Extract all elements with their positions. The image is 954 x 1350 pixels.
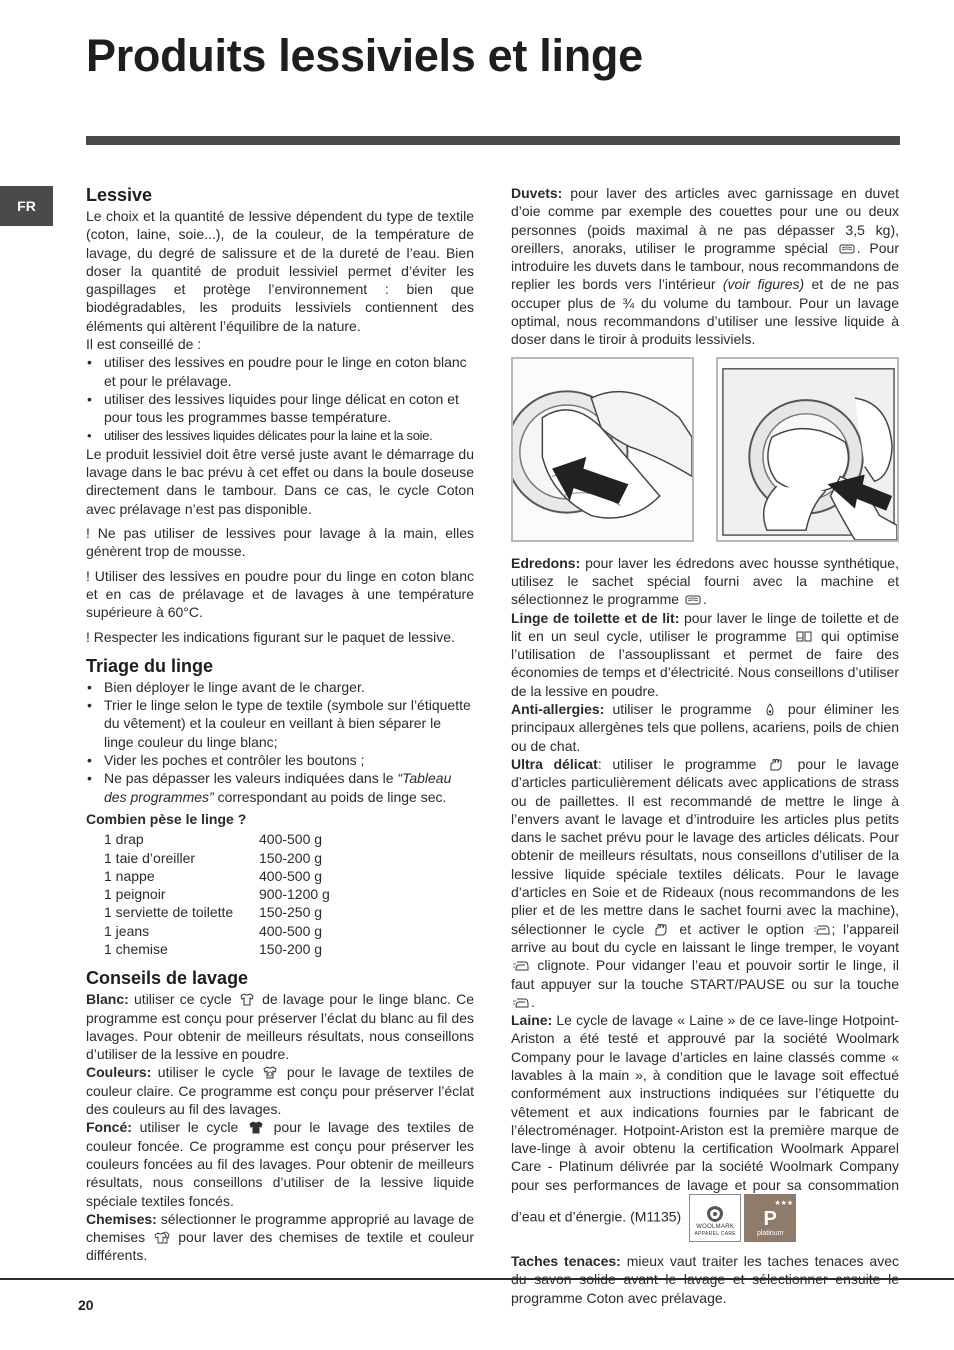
text: .: [531, 993, 535, 1010]
woolmark-line2: APPAREL CARE: [694, 1231, 736, 1238]
lessive-warning-1: ! Ne pas utiliser de lessives pour lavage à la main, elles génèrent trop de mousse.: [86, 525, 474, 560]
weight-item: 1 chemise: [104, 940, 168, 957]
certification-logos: [689, 1194, 796, 1242]
text: : utiliser le programme: [597, 755, 768, 772]
text: et activer le option: [671, 920, 812, 937]
conseil-anti-allergies: [511, 700, 899, 755]
text: (voir figures): [722, 276, 805, 293]
label-blanc: Blanc:: [86, 991, 129, 1008]
footer-rule: [0, 1278, 954, 1280]
conseil-linge: [511, 609, 899, 700]
weight-item: 1 taie d’oreiller: [104, 849, 196, 866]
lessive-advice-lead: Il est conseillé de :: [86, 336, 202, 353]
text: pour laver des chemises de textile et couleur différents.: [86, 1229, 474, 1264]
label-anti-allergies: Anti-allergies:: [511, 701, 605, 718]
duvet-icon: [839, 242, 855, 255]
list-item: • Trier le linge selon le type de textile (symbole sur l’étiquette du vêtement) et la couleur en veillant à bien séparer le linge couleur du linge blanc;: [86, 696, 474, 751]
lessive-intro: Le choix et la quantité de lessive dépendent du type de textile (coton, laine, soie...), de la couleur, de la température de lavage, du degré de salissure et de la dureté de l’eau. Bien doser la quantité de produit lessiviel permet d’éviter les gaspillages et protège l’environnement : bien que biodégradables, les produits lessiviels contiennent des éléments qui altèrent l’équilibre de la nature.: [86, 208, 474, 334]
table-row: [104, 830, 474, 848]
page-title: Produits lessiviels et linge: [86, 30, 643, 81]
text: pour le lavage des textiles de couleur foncée. Ce programme est conçu pour préserver les couleurs foncées au fil des lavages. Pour obtenir de meilleurs résultats, nous conseillons d’utiliser de la lessive liquide spéciale textiles foncés.: [86, 1119, 475, 1209]
label-edredons: Edredons:: [511, 554, 581, 571]
conseil-blanc: [86, 990, 474, 1063]
label-rideaux: Rideaux: [662, 884, 714, 901]
woolmark-icon: [703, 1204, 727, 1224]
text: pour laver les édredons avec housse synthétique, utilisez le sachet spécial fourni avec la machine et sélectionnez le programme: [511, 554, 899, 608]
lessive-warning-3: ! Respecter les indications figurant sur le paquet de lessive.: [86, 628, 455, 645]
white-shirt-icon: [239, 993, 255, 1006]
iron-icon: [513, 996, 529, 1009]
text: Le cycle de lavage « Laine » de ce lave-linge Hotpoint-Ariston a été testé et approuvé par la société Woolmark Company pour le lavage d’articles en laine classés comme « lavables à la main », à condition que le lavage soit effectué conformément aux instructions indiquées sur l’étiquette du vêtement et aux indications fournies par le fabricant de l’électroménager. Hotpoint-Ariston est la première marque de lave-linge à avoir obtenu la certification Woolmark Apparel Care - Platinum délivrée par la société Woolmark Company pour ses performances de lavage et pour sa consommation d’eau et d’énergie. (M1135): [511, 1012, 899, 1225]
text: de lavage pour le linge blanc. Ce programme est conçu pour préserver l’éclat du blanc au fil des lavages. Pour obtenir de meilleurs résultats, nous conseillons d’utiliser de la lessive en poudre.: [86, 991, 474, 1063]
figure-duvet-loading-1: [511, 357, 694, 542]
weight-value: 150-250 g: [259, 904, 323, 921]
text: ; l’appareil arrive au bout du cycle en laissant le linge tremper, le voyant: [511, 920, 899, 955]
weight-value: 900-1200 g: [259, 886, 330, 903]
shirts-icon: [154, 1231, 170, 1244]
weight-value: 150-200 g: [259, 849, 323, 866]
weight-item: 1 nappe: [104, 867, 155, 884]
list-item: • utiliser des lessives liquides pour linge délicat en coton et pour tous les programmes basse température.: [86, 390, 474, 427]
conseil-laine: [511, 1011, 899, 1242]
text: mieux vaut traiter les taches tenaces avec programme Coton avec prélavage.: [511, 1253, 900, 1306]
text: pour le lavage d’articles particulièrement délicats avec applications de strass ou de paillettes. Il est recommandé de mettre le linge à l’envers avant le lavage et d’introduire les articles plus petits dans le sachet prévu pour le lavage des articles délicats. Pour obtenir de meilleurs résultats, nous conseillons d’utiliser de la lessive liquide spéciale textiles délicats. Pour le lavage d’articles en: [511, 755, 899, 901]
text: pour laver le linge de toilette et de lit en un seul cycle, utiliser le programme: [511, 609, 899, 644]
heading-conseils: Conseils de lavage: [86, 968, 249, 989]
duvet-icon: [685, 593, 701, 606]
text: . Pour introduire les duvets dans le tambour, nous recommandons de replier les bords vers l’intérieur: [511, 239, 900, 293]
weight-value: 400-500 g: [259, 867, 323, 884]
figure-duvet-loading-2: [716, 357, 899, 542]
lessive-bullets: [86, 353, 474, 444]
triage-b4-pre: Ne pas dépasser les valeurs indiquées dans le: [104, 770, 398, 787]
delicate-hand-icon: [769, 758, 785, 771]
label-couleurs: Couleurs:: [86, 1064, 152, 1081]
text: pour laver des articles avec garnissage en duvet d’oie comme par exemple des couettes pour une ou deux personnes (poids maximal à ne pas dépasser 3,5 kg), oreillers, anoraks, utiliser le programme spécial: [511, 185, 899, 256]
text: qui optimise l’utilisation de l’assouplissant et permet de faire des économies de temps et d’électricité. Nous conseillons d’utiliser de la lessive en poudre.: [511, 627, 899, 699]
figures: [511, 357, 899, 542]
text: et de ne pas occuper plus de ¾ du volume du tambour. Pour un lavage optimal, nous recommandons d’utiliser une lessive liquide à doser dans le tiroir à produits lessiviels.: [511, 276, 899, 348]
text: (nous recommandons de les plier et de les mettre dans le sachet fourni avec la machine), sélectionner le cycle: [511, 884, 899, 937]
text: sélectionner le programme approprié au lavage de chemises: [86, 1210, 474, 1246]
lessive-para2: Le produit lessiviel doit être versé juste avant le démarrage du lavage dans le bac prévu à cet effet ou dans la boule doseuse directement dans le tambour. Dans ce cas, le cycle Coton avec prélavage n’est pas disponible.: [86, 445, 474, 517]
delicate-hand-icon: [654, 923, 670, 936]
conseil-ultra-delicat: [511, 755, 899, 1011]
text: clignote. Pour vidanger l’eau et pouvoir sortir le linge, il faut appuyer sur la touche START/PAUSE ou sur la touche: [511, 957, 899, 992]
conseil-fonce: [86, 1118, 474, 1209]
table-row: [104, 885, 474, 903]
list-item: • Bien déployer le linge avant de le charger.: [86, 678, 474, 696]
table-row: [104, 867, 474, 885]
list-item: • utiliser des lessives en poudre pour le linge en coton blanc et pour le prélavage.: [86, 353, 474, 390]
text: pour éliminer les principaux allergènes tels que pollens, acariens, poils de chien ou de chat.: [511, 701, 899, 754]
platinum-logo: [744, 1194, 796, 1242]
label-linge: Linge de toilette et de lit:: [511, 609, 680, 626]
table-row: [104, 940, 474, 958]
weight-item: 1 serviette de toilette: [104, 904, 234, 921]
list-item: • utiliser des lessives liquides délicates pour la laine et la soie.: [86, 427, 474, 445]
washing-machine-illustration: [513, 359, 692, 540]
woolmark-line1: WOOLMARK: [696, 1224, 735, 1231]
heading-lessive: Lessive: [86, 185, 153, 205]
conseil-edredons: [511, 554, 899, 609]
left-column: [86, 184, 474, 1265]
weight-item: 1 jeans: [104, 922, 150, 939]
right-column: [511, 184, 899, 1307]
table-row: [104, 922, 474, 940]
woolmark-logo: [689, 1194, 741, 1242]
label-ultra-delicat: Ultra délicat: [511, 755, 598, 772]
text: utiliser ce cycle: [128, 991, 237, 1008]
washing-machine-illustration: [718, 359, 897, 540]
label-duvets: Duvets:: [511, 185, 563, 201]
conseil-chemises: [86, 1210, 474, 1265]
color-shirt-icon: [262, 1066, 278, 1079]
weight-value: 400-500 g: [259, 831, 323, 848]
weights-heading: Combien pèse le linge ?: [86, 810, 247, 827]
conseil-couleurs: [86, 1063, 474, 1118]
weight-item: 1 peignoir: [104, 886, 166, 903]
text: et de: [619, 884, 663, 901]
triage-bullets: [86, 678, 474, 806]
dark-shirt-icon: [248, 1121, 264, 1134]
label-soie: Soie: [591, 884, 620, 901]
title-rule: [86, 136, 900, 145]
text: utiliser le cycle: [151, 1064, 261, 1081]
list-item: [86, 769, 474, 806]
list-item: • Vider les poches et contrôler les boutons ;: [86, 751, 474, 769]
triage-b4-em: “Tableau des programmes”: [104, 770, 452, 805]
platinum-letter: P: [763, 1208, 777, 1231]
table-row: [104, 903, 474, 921]
label-chemises: Chemises:: [86, 1210, 157, 1227]
iron-icon: [814, 923, 830, 936]
page-number: 20: [78, 1297, 94, 1313]
weight-value: 150-200 g: [259, 940, 323, 957]
lessive-warning-2: ! Utiliser des lessives en poudre pour du linge en coton blanc et en cas de prélavage et de lavages à une température supérieure à 60°C.: [86, 567, 474, 621]
label-fonce: Foncé:: [86, 1119, 132, 1136]
label-taches: Taches tenaces:: [511, 1253, 621, 1270]
language-tab: FR: [0, 186, 53, 226]
weight-value: 400-500 g: [259, 922, 323, 939]
weight-item: 1 drap: [104, 831, 144, 848]
label-laine: Laine:: [511, 1012, 553, 1029]
heading-triage: Triage du linge: [86, 655, 214, 676]
table-row: [104, 849, 474, 867]
platinum-stars: ★★★: [774, 1200, 794, 1208]
weights-table: [104, 830, 474, 958]
iron-icon: [513, 959, 529, 972]
platinum-label: platinum: [756, 1230, 784, 1238]
text: pour le lavage de textiles de couleur claire. Ce programme est conçu pour préserver l’éclat des couleurs au fil des lavages.: [86, 1064, 474, 1118]
text: utiliser le cycle: [131, 1119, 246, 1136]
towel-icon: [796, 630, 812, 643]
text: .: [702, 591, 707, 608]
conseil-duvets: [511, 184, 899, 349]
allergy-icon: [762, 703, 778, 716]
triage-b4-post: correspondant au poids de linge sec.: [213, 788, 447, 805]
text: utiliser le programme: [604, 701, 760, 718]
